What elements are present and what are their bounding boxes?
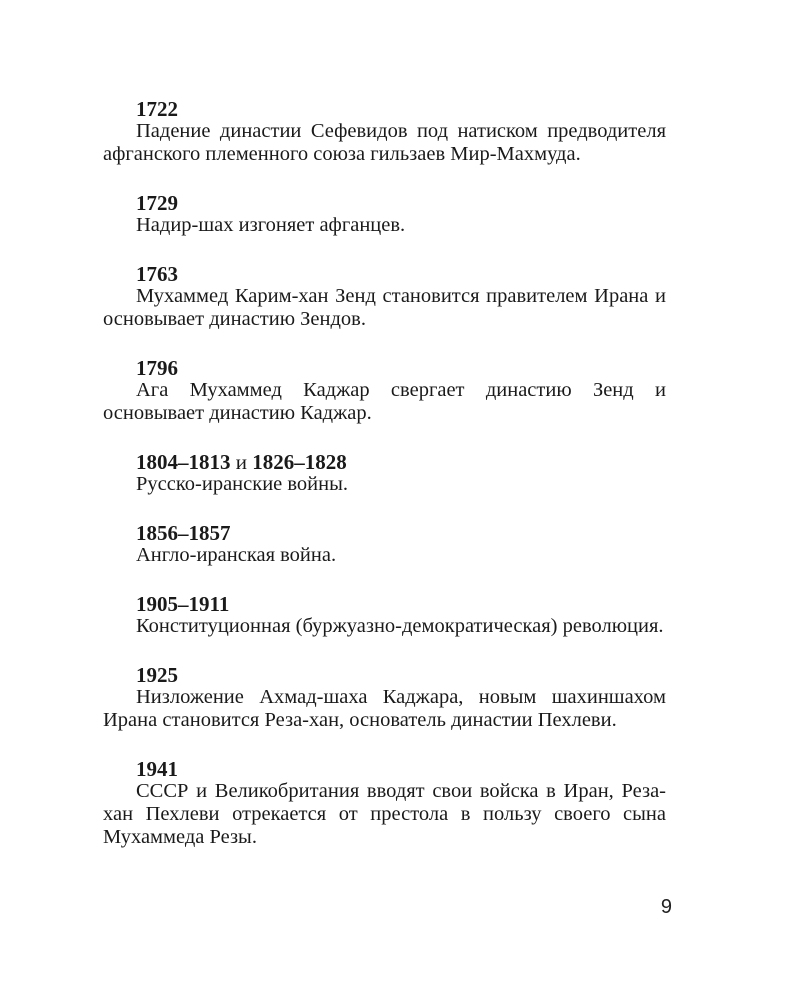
entry-year: 1856–1857 [136, 521, 231, 545]
chronology-entry [103, 522, 666, 567]
page-number: 9 [660, 896, 672, 918]
entry-year: 1763 [136, 262, 178, 286]
entry-text: Мухаммед Карим-хан Зенд становится правителем Ирана и основывает династию Зендов. [103, 285, 666, 330]
chronology-entry [103, 664, 666, 732]
entry-text: Падение династии Сефевидов под натиском предводителя афганского племенного союза гильзаев Мир-Махмуда. [103, 120, 666, 165]
entry-year [103, 451, 666, 473]
entry-year-end: 1826–1828 [252, 450, 347, 474]
entry-year: 1722 [136, 97, 178, 121]
chronology-entry [103, 98, 666, 166]
entry-text: Ага Мухаммед Каджар свергает династию Зенд и основывает династию Каджар. [103, 379, 666, 424]
chronology-entry [103, 192, 666, 237]
entry-text: СССР и Великобритания вводят свои войска в Иран, Реза-хан Пехлеви отрекается от престола в пользу своего сына Мухаммеда Резы. [103, 780, 666, 848]
chronology-entry [103, 357, 666, 425]
entry-year: 1925 [136, 663, 178, 687]
chronology-entry [103, 263, 666, 331]
chronology-entry [103, 593, 666, 638]
entry-year: 1905–1911 [136, 592, 230, 616]
entry-year: 1796 [136, 356, 178, 380]
entry-year: 1941 [136, 757, 178, 781]
entry-text: Англо-иранская война. [136, 544, 337, 566]
entry-text: Надир-шах изгоняет афганцев. [136, 214, 406, 236]
entry-text: Конституционная (буржуазно-демократическая) революция. [136, 615, 664, 637]
entry-text: Низложение Ахмад-шаха Каджара, новым шахиншахом Ирана становится Реза-хан, основатель династии Пехлеви. [103, 686, 666, 731]
chronology-entry [103, 451, 666, 496]
chronology-page [103, 98, 666, 875]
entry-year-conjunction: и [235, 450, 247, 474]
entry-year: 1729 [136, 191, 178, 215]
entry-year-start: 1804–1813 [136, 450, 231, 474]
chronology-entry [103, 758, 666, 849]
entry-text: Русско-иранские войны. [136, 473, 349, 495]
